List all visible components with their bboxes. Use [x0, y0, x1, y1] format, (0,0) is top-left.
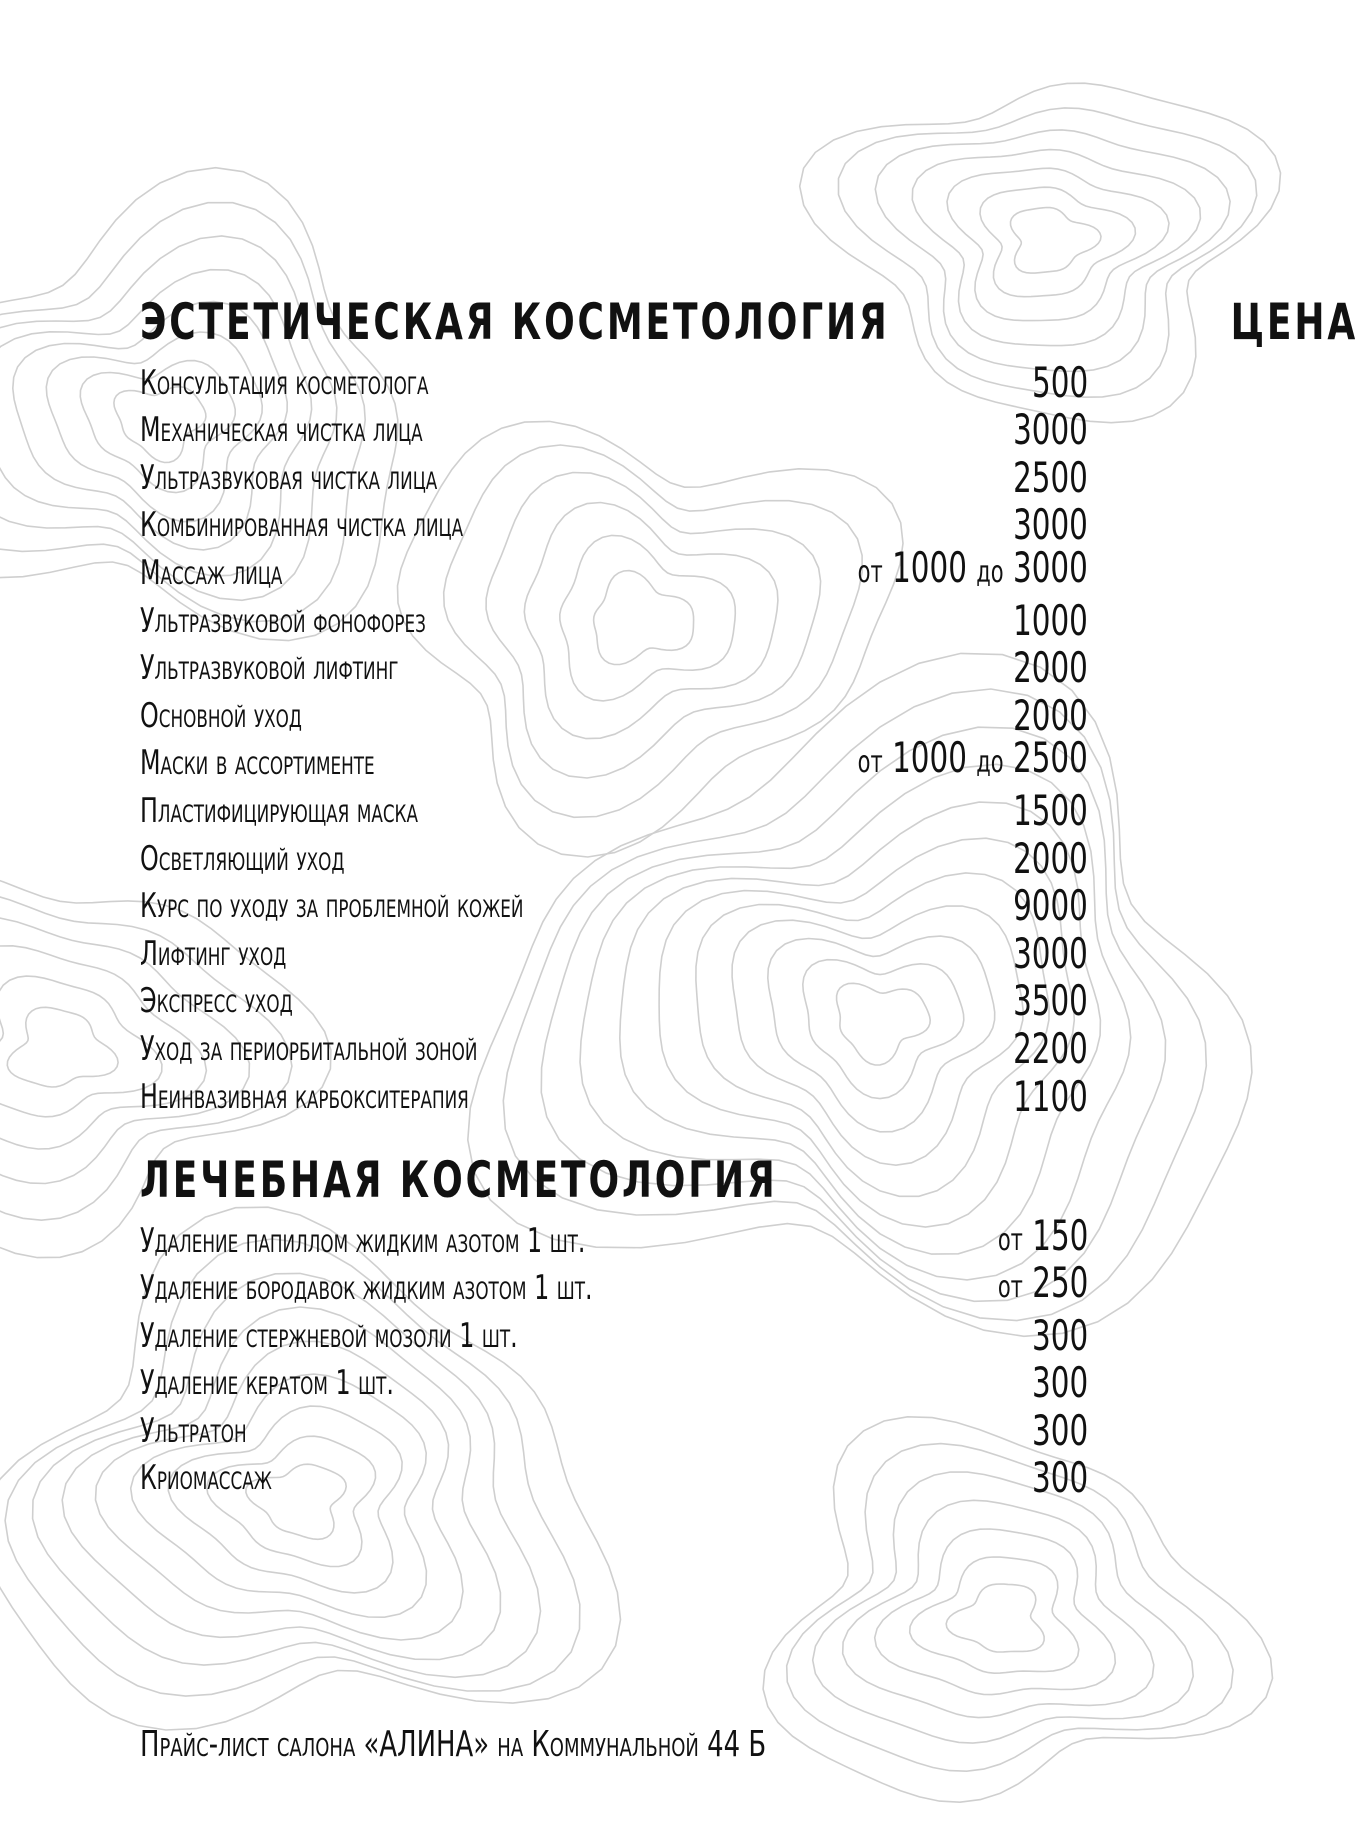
service-row — [140, 834, 1088, 882]
price-from-label: от — [997, 1222, 1023, 1258]
service-row — [140, 542, 1088, 596]
service-name: Удаление бородавок жидким азотом 1 шт. — [140, 1268, 593, 1308]
service-row — [140, 929, 1088, 977]
service-price: 2000 — [1013, 833, 1088, 883]
service-row — [140, 786, 1088, 834]
service-row — [140, 691, 1088, 739]
service-name: Удаление стержневой мозоли 1 шт. — [140, 1315, 518, 1356]
service-price: 1500 — [1013, 785, 1088, 835]
price-from-label: от — [857, 745, 883, 781]
service-price: 3000 — [1013, 500, 1088, 550]
price-from-label: от — [857, 554, 883, 590]
medical-cosmetology-section — [140, 1148, 1088, 1501]
price-from-label: от — [997, 1270, 1023, 1305]
service-price: 1000 — [1013, 595, 1088, 645]
service-row — [140, 644, 1088, 692]
service-name: Экспресс уход — [140, 981, 293, 1022]
service-price: 2000 — [1013, 643, 1088, 693]
section-header — [140, 1148, 1088, 1212]
service-name: Криомассаж — [140, 1458, 272, 1498]
service-name: Курс по уходу за проблемной кожей — [140, 886, 524, 927]
service-name: Ультразвуковой лифтинг — [140, 648, 399, 689]
service-price: 2500 — [1013, 452, 1088, 502]
section-header — [140, 290, 1358, 354]
service-name: Механическая чистка лица — [140, 410, 423, 451]
price-value: 150 — [1031, 1210, 1088, 1260]
service-price: 2200 — [1013, 1023, 1088, 1073]
service-price: 2000 — [1013, 690, 1088, 740]
service-name: Ультратон — [140, 1410, 247, 1451]
service-row — [140, 1072, 1088, 1120]
service-row — [140, 596, 1088, 644]
service-row — [140, 406, 1088, 454]
service-name: Ультразвуковая чистка лица — [140, 457, 438, 498]
service-row — [140, 1359, 1088, 1407]
service-row — [140, 1024, 1088, 1072]
service-price: 300 — [1031, 1358, 1088, 1407]
service-name: Ультразвуковой фонофорез — [140, 600, 426, 641]
service-price-range — [858, 735, 1088, 786]
service-row — [140, 882, 1088, 930]
service-row — [140, 453, 1088, 501]
service-row — [140, 1406, 1088, 1454]
service-row — [140, 501, 1088, 549]
service-price: 3000 — [1013, 928, 1088, 978]
service-name: Пластифицирующая маска — [140, 790, 418, 831]
service-row — [140, 358, 1088, 406]
service-row — [140, 977, 1088, 1025]
service-row — [140, 1311, 1088, 1359]
service-name: Лифтинг уход — [140, 933, 287, 974]
service-price: 500 — [1031, 357, 1088, 407]
service-price — [997, 1260, 1088, 1311]
section-title: ЭСТЕТИЧЕСКАЯ КОСМЕТОЛОГИЯ — [140, 293, 890, 351]
price-to-label: до — [976, 554, 1004, 590]
service-price: 300 — [1031, 1405, 1088, 1455]
price-from-value: 1000 — [892, 542, 968, 592]
service-price: 9000 — [1013, 881, 1088, 931]
footer-salon-address: Прайс-лист салона «АЛИНА» на Коммунальной 44 Б — [140, 1724, 767, 1765]
service-price — [997, 1210, 1088, 1264]
service-name: Неинвазивная карбокситерапия — [140, 1076, 469, 1117]
service-price: 300 — [1031, 1453, 1088, 1502]
aesthetic-cosmetology-section — [140, 290, 1358, 1121]
service-row — [140, 1210, 1088, 1264]
service-name: Удаление кератом 1 шт. — [140, 1363, 394, 1403]
section-title: ЛЕЧЕБНАЯ КОСМЕТОЛОГИЯ — [140, 1151, 778, 1209]
service-price: 3000 — [1013, 405, 1088, 455]
service-price-range — [857, 542, 1088, 596]
service-name: Удаление папиллом жидким азотом 1 шт. — [140, 1220, 586, 1261]
service-price: 1100 — [1013, 1071, 1088, 1121]
price-to-label: до — [976, 745, 1004, 781]
service-name: Комбинированная чистка лица — [140, 505, 464, 546]
price-column-header: ЦЕНА — [1230, 293, 1358, 351]
service-name: Массаж лица — [140, 552, 283, 593]
price-value: 250 — [1031, 1258, 1088, 1307]
service-name: Маски в ассортименте — [140, 743, 375, 784]
service-row — [140, 1454, 1088, 1502]
service-name: Основной уход — [140, 695, 302, 736]
service-row — [140, 1258, 1088, 1312]
price-to-value: 3000 — [1013, 542, 1088, 592]
service-name: Консультация косметолога — [140, 362, 429, 403]
service-row — [140, 733, 1088, 787]
service-price: 3500 — [1013, 976, 1088, 1026]
price-from-value: 1000 — [892, 733, 968, 783]
service-name: Уход за периорбитальной зоной — [140, 1028, 478, 1069]
service-price: 300 — [1031, 1310, 1088, 1360]
price-to-value: 2500 — [1013, 733, 1088, 783]
service-name: Осветляющий уход — [140, 838, 345, 879]
